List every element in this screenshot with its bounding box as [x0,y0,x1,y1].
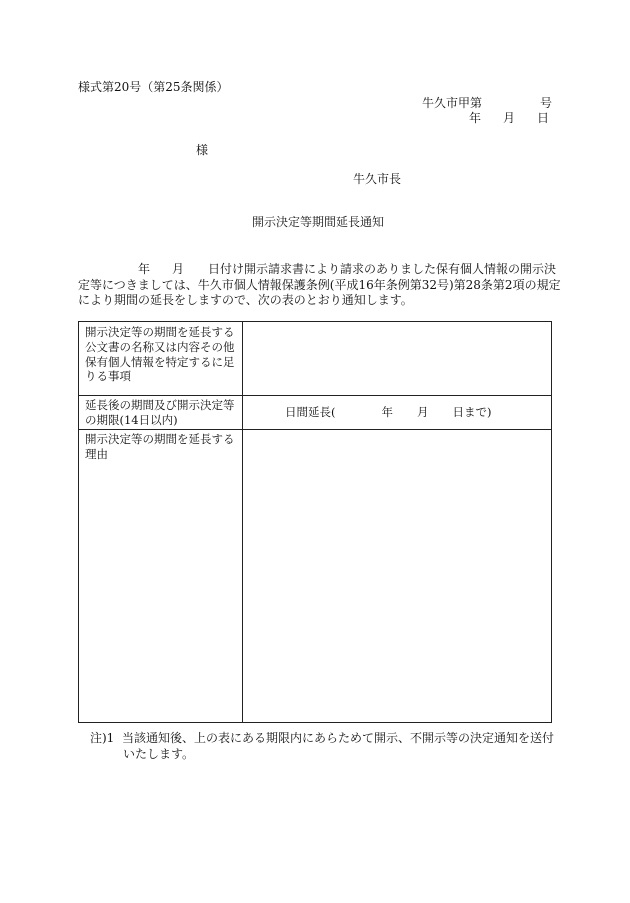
table-row-reason [79,429,551,722]
form-label: 様式第20号（第25条関係） [78,80,229,94]
extension-value [285,405,492,420]
column-divider [242,322,243,395]
sender: 牛久市長 [353,172,402,186]
document-number-prefix: 牛久市甲第 [422,96,483,110]
body-line-1 [78,262,560,278]
date-month: 月 [503,111,516,125]
footnote [90,731,560,762]
body-line-3: により期間の延長をしますので、次の表のとおり通知します。 [78,293,413,307]
row-1-label: 開示決定等の期間を延長する公文書の名称又は内容その他保有個人情報を特定するに足りる事項 [85,325,235,384]
notice-table [78,321,552,723]
body-text [78,262,560,309]
date-year: 年 [469,111,482,125]
footnote-line-1 [90,731,560,747]
column-divider [242,395,243,429]
extension-year: 年 [381,405,393,419]
body-year: 年 [138,262,151,276]
addressee: 様 [196,143,209,157]
extension-suffix: 日まで) [452,405,492,419]
footnote-text-2: いたします。 [123,746,195,761]
table-row-extension-period [79,395,551,430]
footnote-line-2 [90,747,560,763]
row-3-label: 開示決定等の期間を延長する理由 [85,432,235,461]
footnote-text-1: 当該通知後、上の表にある期限内にあらためて開示、不開示等の決定通知を送付 [121,731,554,745]
document-date [469,111,549,126]
document-title: 開示決定等期間延長通知 [252,215,385,229]
body-line-1-rest: 日付け開示請求書により請求のありました保有個人情報の開示決 [208,262,557,276]
row-2-label: 延長後の期間及び開示決定等の期限(14日以内) [85,398,235,427]
extension-month: 月 [417,405,429,419]
document-number [422,96,552,111]
document-number-suffix: 号 [540,96,553,110]
footnote-marker: 注)1 [90,731,115,745]
column-divider [242,429,243,722]
body-month: 月 [172,262,185,276]
extension-prefix: 日間延長( [285,405,336,419]
body-line-2: 定等につきましては、牛久市個人情報保護条例(平成16年条例第32号)第28条第2項の規定 [78,277,561,292]
table-row-target-document [79,322,551,396]
date-day: 日 [537,111,550,125]
